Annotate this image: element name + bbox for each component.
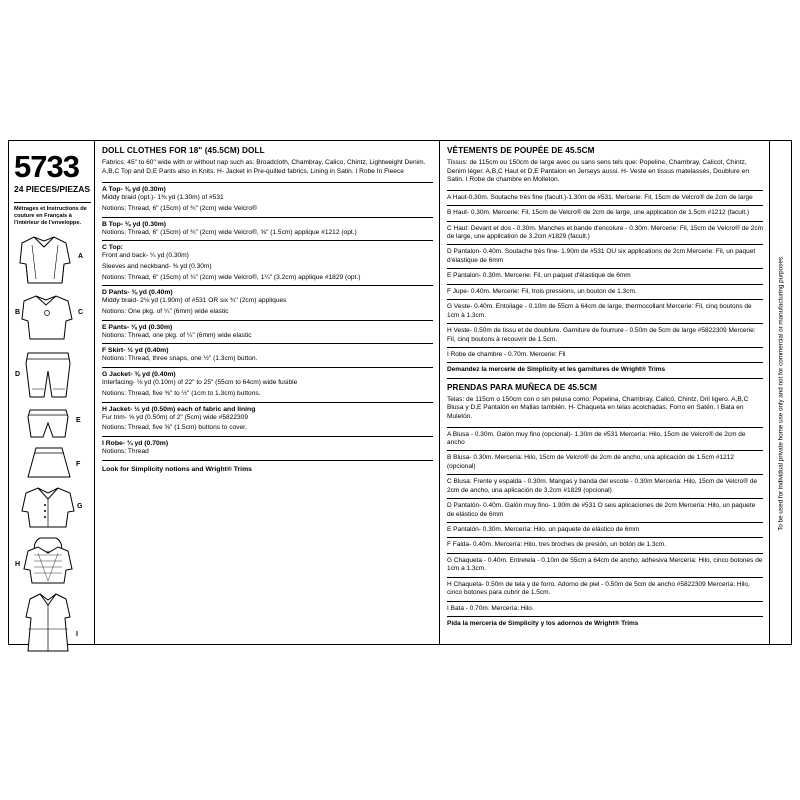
- view-h-line-1: Fur trim- ⅝ yd (0.50m) of 2" (5cm) wide #5822309: [102, 413, 248, 421]
- divider: [102, 217, 433, 218]
- spanish-item-h: H Chaqueta- 0.50m de tela y de forro. Adorno de piel - 0.50m de 5cm de ancho #5822309 Mercería: Hilo, cinco botones para cubrir de 1.5cm.: [447, 580, 750, 597]
- figure-g-jacket: [14, 485, 91, 531]
- view-a: [102, 186, 433, 213]
- view-b-title: B Top- ⅜ yd (0.30m): [102, 220, 167, 228]
- spanish-item-f: F Falda- 0.40m. Mercería: Hilo, tres broches de presión, un botón de 1.3cm.: [447, 541, 666, 549]
- divider: [447, 450, 763, 451]
- figure-label-c: C: [78, 308, 84, 316]
- view-d-line-1: Middy braid- 2⅛ yd (1.90m) of #531 OR six ¾" (2cm) appliques: [102, 297, 287, 305]
- divider: [447, 498, 763, 499]
- view-e-title: E Pants- ⅜ yd (0.30m): [102, 323, 173, 331]
- divider: [447, 268, 763, 269]
- divider: [447, 378, 763, 379]
- view-i-title: I Robe- ¾ yd (0.70m): [102, 439, 169, 447]
- divider: [447, 577, 763, 578]
- divider: [447, 190, 763, 191]
- view-i-line-1: Notions: Thread: [102, 447, 149, 455]
- divider: [447, 427, 763, 428]
- french-item-g: G Veste- 0.40m. Entoilage - 0.10m de 55cm à 64cm de large, thermocollant Mercerie: Fil, cinq boutons de 1cm à 1.3cm.: [447, 303, 752, 319]
- view-c: [102, 244, 433, 282]
- divider: [447, 616, 763, 617]
- figure-b-top: [14, 293, 91, 345]
- french-item-e: E Pantalon- 0.30m. Mercerie: Fil, un paquet d'élastique de 6mm: [447, 272, 631, 280]
- french-item-c: C Haut: Devant et dos - 0.30m. Manches et bande d'encolure - 0.30m. Mercerie: Fil, 15cm de Velcro® de 2cm de large, une application de 3.2cm #1829 (facult.): [447, 224, 764, 240]
- divider: [447, 244, 763, 245]
- view-d: [102, 289, 433, 316]
- divider: [447, 522, 763, 523]
- divider: [447, 347, 763, 348]
- view-c-line-3: Notions: Thread, 6" (15cm) of ¾" (2cm) wide Velcro®, 1¼" (3.2cm) applique #1829 (opt.): [102, 273, 361, 281]
- view-g: [102, 371, 433, 398]
- view-h-line-2: Notions: Thread, five ⅝" (1.5cm) buttons to cover.: [102, 424, 247, 432]
- envelope-panel: [8, 140, 792, 645]
- french-spanish-column: [440, 141, 770, 644]
- view-b: [102, 221, 433, 238]
- figure-label-a: A: [78, 252, 84, 260]
- divider: [447, 323, 763, 324]
- view-f-title: F Skirt- ½ yd (0.40m): [102, 347, 169, 355]
- figure-label-e: E: [76, 416, 81, 424]
- view-a-line-2: Notions: Thread, 6" (15cm) of ¾" (2cm) wide Velcro®: [102, 204, 257, 212]
- spanish-header: Telas: de 115cm o 150cm con o sin pelusa como: Popelina, Chambray, Calicó, Chintz, Dril ligero. A,B,C Blusa y D,E Pantalón en Mallas también. H- Chaqueta en telas acolchadas. Forro en Satén. I Bata en Muletón.: [447, 395, 749, 420]
- french-item-h: H Veste- 0.50m de tissu et de doublure. Garniture de fourrure - 0.50m de 5cm de large #5822309 Mercerie: Fil, cinq boutons à recouvrir de 1.5cm.: [447, 327, 756, 343]
- figure-label-b: B: [15, 308, 21, 316]
- french-note: Métrages et Instructions de couture en Français à l'intérieur de l'enveloppe.: [14, 202, 91, 227]
- side-note: To be used for individual private home use only and not for commercial or manufacturing purposes.: [777, 254, 784, 531]
- divider: [447, 362, 763, 363]
- divider: [102, 460, 433, 461]
- spanish-item-c: C Blusa: Frente y espalda - 0.30m. Mangas y banda del escote - 0.30m Mercería: Hilo, 15cm de Velcro® de 2cm de ancho, una aplicación de 3.2cm #1829 (opcional): [447, 478, 758, 494]
- view-g-line-2: Notions: Thread, five ⅜" to ½" (1cm to 1.3cm) buttons.: [102, 389, 261, 397]
- french-item-f: F Jupe- 0.40m. Mercerie: Fil, trois pressions, un bouton de 1.3cm.: [447, 287, 637, 295]
- divider: [447, 205, 763, 206]
- view-c-line-2: Sleeves and neckband- ⅜ yd (0.30m): [102, 262, 212, 270]
- figure-f-skirt: [14, 445, 91, 481]
- figure-a-top: [14, 233, 91, 289]
- divider: [447, 299, 763, 300]
- view-c-line-1: Front and back- ¼ yd (0.30m): [102, 252, 189, 260]
- view-a-title: A Top- ⅜ yd (0.30m): [102, 186, 166, 194]
- divider: [102, 367, 433, 368]
- figure-label-g: G: [77, 502, 83, 510]
- french-header: Tissus: de 115cm ou 150cm de large avec ou sans sens tels que: Popeline, Chambray, Calicot, Chintz, Denim léger. A,B,C Haut et D,E Pantalon en Jerseys aussi. H- Veste en tissus matelassés, Doublure en Satin. I Robe de chambre en Molleton.: [447, 159, 749, 184]
- figure-i-robe: [14, 591, 91, 657]
- view-e: [102, 324, 433, 341]
- view-d-line-2: Notions: One pkg. of ¼" (6mm) wide elastic: [102, 308, 229, 316]
- english-title: DOLL CLOTHES FOR 18" (45.5CM) DOLL: [102, 146, 265, 155]
- view-g-line-1: Interfacing- ⅛ yd (0.10m) of 22" to 25" (55cm to 64cm) wide fusible: [102, 379, 298, 387]
- left-column: [9, 141, 95, 644]
- figure-label-i: I: [76, 630, 78, 638]
- figure-d-pants: [14, 349, 91, 403]
- english-column: [95, 141, 440, 644]
- french-item-d: D Pantalon- 0.40m. Soutache très fine- 1.90m de #531 OU six applications de 2cm Mercerie: Fil, un paquet d'élastique de 6mm: [447, 248, 756, 264]
- divider: [102, 436, 433, 437]
- french-footer: Demandez la mercerie de Simplicity et les garnitures de Wright® Trims: [447, 366, 666, 374]
- view-a-line-1: Middy braid (opt.)- 1⅜ yd (1.30m) of #531: [102, 194, 224, 202]
- view-f-line-1: Notions: Thread, three snaps, one ½" (1.3cm) button.: [102, 355, 258, 363]
- divider: [102, 285, 433, 286]
- view-b-line-1: Notions: Thread, 6" (15cm) of ¾" (2cm) wide Velcro®, ⅝" (1.5cm) applique #1212 (opt.): [102, 228, 357, 236]
- divider: [447, 601, 763, 602]
- divider: [102, 402, 433, 403]
- english-footer: Look for Simplicity notions and Wright® Trims: [102, 465, 252, 473]
- french-item-a: A Haut-0.30m. Soutache très fine (facult.)-1.30m de #531. Mercerie: Fil, 15cm de Velcro® de 2cm de large: [447, 193, 753, 201]
- spanish-item-d: D Pantalón- 0.40m. Galón muy fino- 1.90m de #531 O seis aplicaciones de 2cm Mercería: Hilo, un paquete de elástico de 6mm: [447, 502, 756, 518]
- figure-label-f: F: [76, 460, 81, 468]
- figure-label-d: D: [15, 370, 21, 378]
- divider: [102, 320, 433, 321]
- divider: [102, 343, 433, 344]
- divider: [102, 240, 433, 241]
- divider: [447, 284, 763, 285]
- french-item-i: I Robe de chambre - 0.70m. Mercerie: Fil: [447, 350, 566, 358]
- spanish-footer: Pida la mercería de Simplicity y los adornos de Wright® Trims: [447, 620, 639, 628]
- view-e-line-1: Notions: Thread, one pkg. of ¼" (6mm) wide elastic: [102, 331, 252, 339]
- divider: [447, 221, 763, 222]
- english-fabrics: Fabrics: 45" to 60" wide with or without nap such as: Broadcloth, Chambray, Calico, Chintz, Lightweight Denim. A,B,C Top and D,E Pants also in Knits. H- Jacket in Pre-quilted fabrics, Lining in Satin. I Robe In Fleece: [102, 159, 426, 175]
- divider: [447, 474, 763, 475]
- garment-illustrations: [14, 233, 91, 657]
- spanish-item-i: I Bata - 0.70m. Mercería: Hilo.: [447, 604, 534, 612]
- spanish-item-g: G Chaqueta - 0.40m. Entretela - 0.10m de 55cm a 64cm de ancho, adhesiva Mercería: Hilo, cinco botones de 1cm a 1.3cm.: [447, 556, 763, 573]
- view-i: [102, 440, 433, 457]
- divider: [447, 553, 763, 554]
- figure-h-jacket: [14, 535, 91, 587]
- french-item-b: B Haut- 0.30m. Mercerie: Fil, 15cm de Velcro® de 2cm de large, une application de 1.5cm #1212 (facult.): [447, 209, 750, 217]
- figure-label-h: H: [15, 560, 21, 568]
- view-c-title: C Top:: [102, 244, 124, 252]
- view-h: [102, 406, 433, 433]
- pattern-number: 5733: [14, 149, 79, 184]
- spanish-item-b: B Blusa- 0.30m. Mercería: Hilo, 15cm de Velcro® de 2cm de ancho, una aplicación de 1.5cm #1212 (opcional): [447, 454, 734, 470]
- piece-count: 24 PIECES/PIEZAS: [14, 184, 91, 194]
- view-h-title: H Jacket- ½ yd (0.50m) each of fabric and lining: [102, 405, 256, 413]
- divider: [447, 537, 763, 538]
- french-title: VÊTEMENTS DE POUPÉE DE 45.5CM: [447, 146, 595, 155]
- spanish-title: PRENDAS PARA MUÑECA DE 45.5CM: [447, 382, 597, 392]
- spanish-item-a: A Blusa - 0.30m. Galón muy fino (opcional)- 1.30m de #531 Mercería: Hilo, 15cm de Velcro® de 2cm de ancho: [447, 430, 746, 446]
- divider: [102, 182, 433, 183]
- side-note-column: [770, 141, 791, 644]
- figure-e-pants: [14, 407, 91, 441]
- spanish-item-e: E Pantalón- 0.30m. Mercería: Hilo, un paquete de elástico de 6mm: [447, 526, 640, 533]
- view-d-title: D Pants- ⅜ yd (0.40m): [102, 289, 173, 297]
- view-g-title: G Jacket- ⅜ yd (0.40m): [102, 371, 176, 379]
- view-f: [102, 347, 433, 364]
